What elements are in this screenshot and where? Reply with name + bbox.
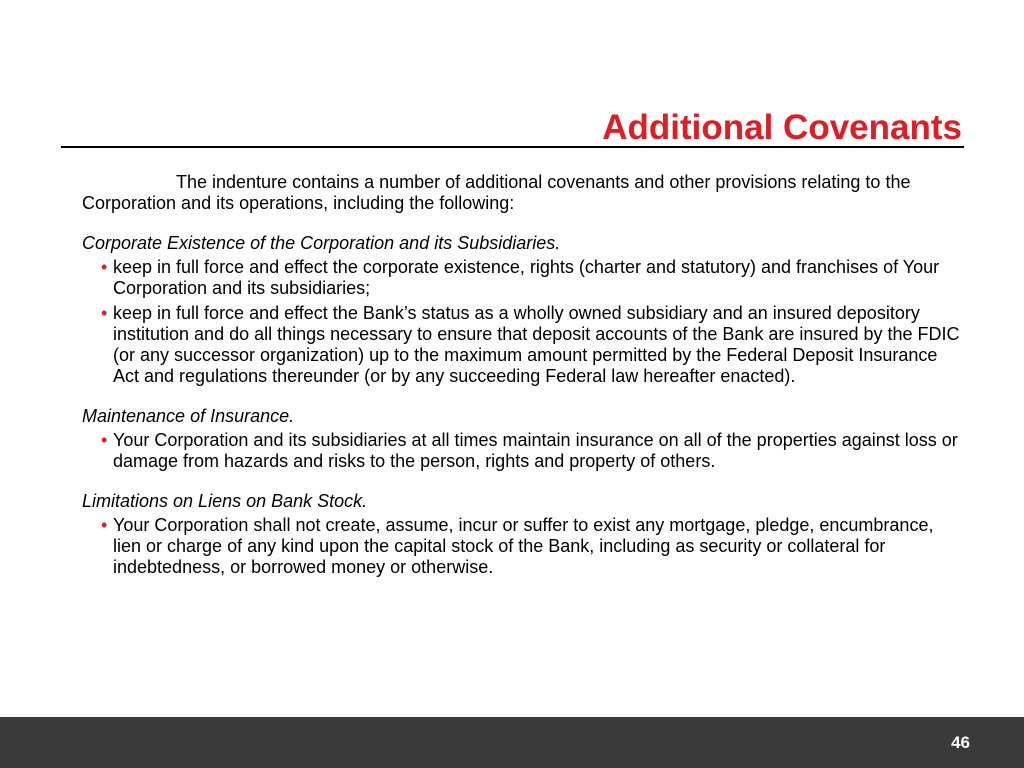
section-heading: Corporate Existence of the Corporation and its Subsidiaries. bbox=[82, 233, 561, 253]
section-limitations-on-liens bbox=[82, 491, 966, 578]
list-item bbox=[82, 303, 966, 387]
bullet-icon: • bbox=[101, 515, 108, 535]
bullet-text: keep in full force and effect the Bank’s status as a wholly owned subsidiary and an insured depository institution and do all things necessary to ensure that deposit accounts of the Bank are insured by the FDIC (or any successor organization) up to the maximum amount permitted by the Federal Deposit Insurance Act and regulations thereunder (or by any succeeding Federal law hereafter enacted). bbox=[113, 303, 960, 386]
slide-title: Additional Covenants bbox=[602, 108, 962, 147]
section-heading: Maintenance of Insurance. bbox=[82, 406, 295, 426]
bullet-icon: • bbox=[101, 303, 108, 323]
slide-body bbox=[82, 172, 966, 597]
page-number: 46 bbox=[951, 733, 970, 752]
list-item bbox=[82, 430, 966, 472]
footer-bar bbox=[0, 717, 1024, 768]
bullet-text: Your Corporation and its subsidiaries at all times maintain insurance on all of the properties against loss or damage from hazards and risks to the person, rights and property of others. bbox=[113, 430, 958, 471]
bullet-list bbox=[82, 515, 966, 578]
intro-paragraph: The indenture contains a number of additional covenants and other provisions relating to the Corporation and its operations, including the following: bbox=[82, 172, 911, 213]
section-maintenance-of-insurance bbox=[82, 406, 966, 472]
bullet-list bbox=[82, 257, 966, 387]
list-item bbox=[82, 257, 966, 299]
section-heading: Limitations on Liens on Bank Stock. bbox=[82, 491, 368, 511]
section-corporate-existence bbox=[82, 233, 966, 387]
bullet-list bbox=[82, 430, 966, 472]
bullet-text: keep in full force and effect the corporate existence, rights (charter and statutory) and franchises of Your Corporation and its subsidiaries; bbox=[113, 257, 940, 298]
list-item bbox=[82, 515, 966, 578]
title-divider bbox=[61, 146, 964, 148]
bullet-text: Your Corporation shall not create, assume, incur or suffer to exist any mortgage, pledge, encumbrance, lien or charge of any kind upon the capital stock of the Bank, including as security or collateral for indebtedness, or borrowed money or otherwise. bbox=[113, 515, 934, 577]
bullet-icon: • bbox=[101, 430, 108, 450]
bullet-icon: • bbox=[101, 257, 108, 277]
